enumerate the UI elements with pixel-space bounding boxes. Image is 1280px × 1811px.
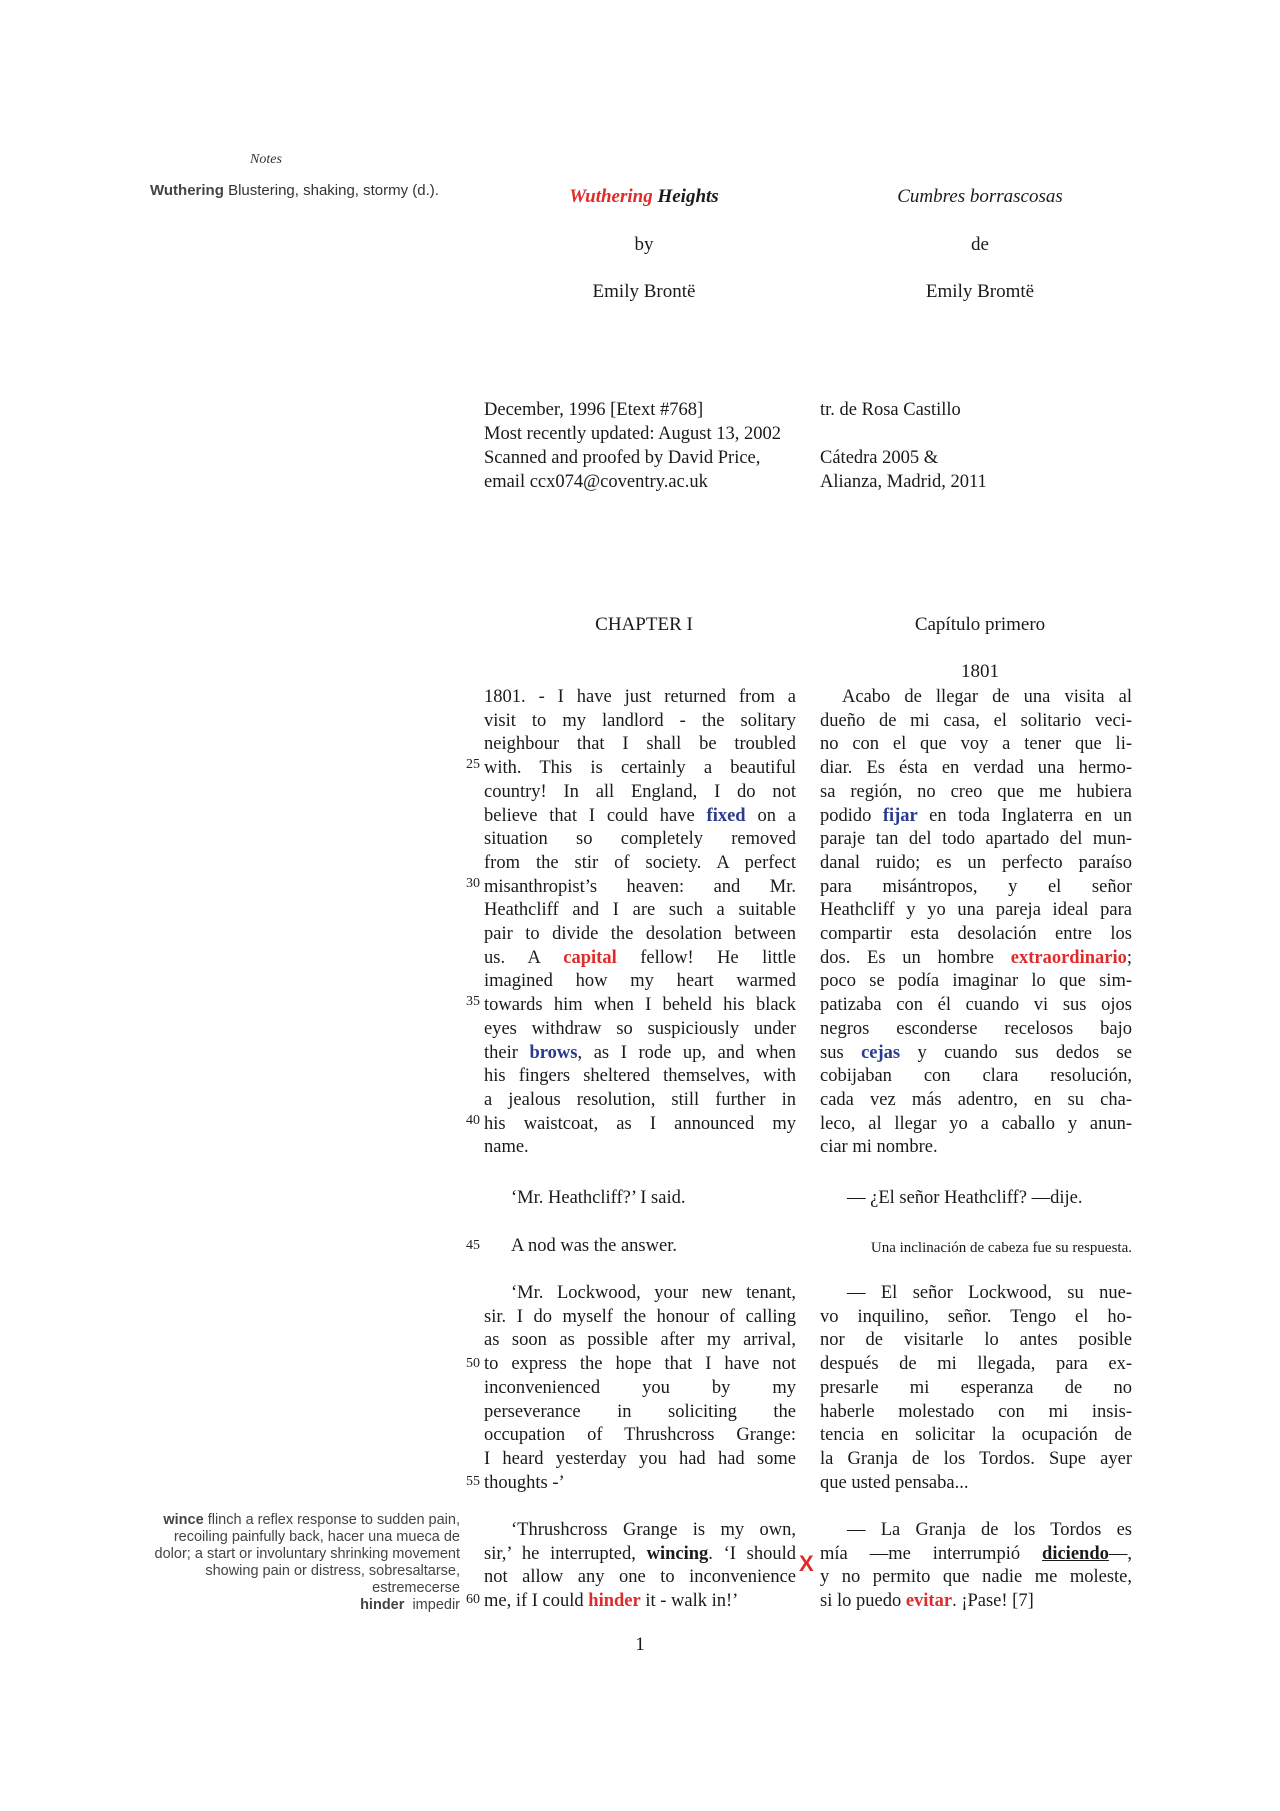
text-line: his fingers sheltered themselves, with bbox=[484, 1066, 796, 1087]
text-line: y no permito que nadie me moleste, bbox=[820, 1567, 1132, 1588]
title-word: Heights bbox=[657, 186, 719, 207]
meta-line: Cátedra 2005 & bbox=[820, 448, 939, 468]
text-line: para misántropos, y el señor bbox=[820, 876, 1132, 897]
text-line: después de mi llegada, para ex- bbox=[820, 1354, 1132, 1375]
by-es: de bbox=[971, 234, 989, 255]
text-line: dueño de mi casa, el solitario veci- bbox=[820, 710, 1132, 731]
text-line: presarle mi esperanza de no bbox=[820, 1377, 1132, 1398]
by-en: by bbox=[634, 234, 654, 255]
note-text: flinch a reflex response to sudden pain, recoiling painfully back, hacer una mueca de dolor; a start or involuntary shrinking movement showing pain or distress, sobresaltarse, estremecerse bbox=[154, 1512, 460, 1596]
text-line: country! In all England, I do not bbox=[484, 781, 796, 802]
text-fragment: —, bbox=[1108, 1543, 1132, 1564]
para2-es: — ¿El señor Heathcliff? —dije. bbox=[847, 1188, 1083, 1208]
text-line: 1801. - I have just returned from a bbox=[484, 687, 796, 707]
text-fragment: sus bbox=[820, 1042, 844, 1063]
text-line: sir. I do myself the honour of calling bbox=[484, 1306, 796, 1327]
text-line: to express the hope that I have not bbox=[484, 1354, 796, 1375]
text-line: compartir esta desolación entre los bbox=[820, 924, 1132, 945]
text-line: ‘Thrushcross Grange is my own, bbox=[511, 1520, 796, 1540]
glossed-word: hinder bbox=[588, 1591, 641, 1612]
text-line: visit to my landlord - the solitary bbox=[484, 710, 796, 731]
text-line: patizaba con él cuando vi sus ojos bbox=[820, 995, 1132, 1016]
text-line: — El señor Lockwood, su nue- bbox=[847, 1283, 1132, 1303]
text-fragment: on a bbox=[757, 805, 797, 826]
glossed-word: cejas bbox=[861, 1042, 901, 1063]
text-line: no con el que voy a tener que li- bbox=[820, 734, 1132, 755]
text-line: nor de visitarle lo antes posible bbox=[820, 1330, 1132, 1351]
text-line: la Granja de los Tordos. Supe ayer bbox=[820, 1448, 1132, 1469]
notes-heading: Notes bbox=[250, 152, 282, 167]
text-fragment: us. A bbox=[484, 947, 540, 968]
title-en bbox=[484, 186, 804, 208]
text-fragment: believe that I could have bbox=[484, 805, 695, 826]
text-fragment: sir,’ he interrupted, bbox=[484, 1543, 636, 1564]
note-headword: wince bbox=[163, 1512, 204, 1528]
title-word-highlight: Wuthering bbox=[569, 186, 653, 207]
para3-es: Una inclinación de cabeza fue su respuesta. bbox=[870, 1240, 1132, 1256]
para4-es bbox=[820, 1282, 1132, 1495]
text-line: cobijaban con clara resolución, bbox=[820, 1066, 1132, 1087]
text-line: I heard yesterday you had had some bbox=[484, 1448, 796, 1469]
text-fragment: fellow! He little bbox=[640, 947, 797, 968]
text-fragment: y cuando sus dedos se bbox=[917, 1042, 1133, 1063]
text-line: his waistcoat, as I announced my bbox=[484, 1113, 796, 1134]
title-es: Cumbres borrascosas bbox=[897, 186, 1063, 207]
meta-line: email ccx074@coventry.ac.uk bbox=[484, 472, 708, 492]
line-number: 45 bbox=[466, 1238, 480, 1253]
text-line: a jealous resolution, still further in bbox=[484, 1089, 796, 1110]
text-fragment: me, if I could bbox=[484, 1591, 584, 1612]
meta-line: tr. de Rosa Castillo bbox=[820, 400, 961, 420]
meta-line: Alianza, Madrid, 2011 bbox=[820, 472, 987, 492]
meta-spacer bbox=[820, 422, 1140, 446]
text-line: ‘Mr. Lockwood, your new tenant, bbox=[511, 1283, 796, 1303]
text-fragment: ; bbox=[1126, 947, 1133, 968]
text-line bbox=[820, 1543, 1132, 1567]
text-fragment: , as I rode up, and when bbox=[577, 1042, 796, 1063]
text-line: occupation of Thrushcross Grange: bbox=[484, 1425, 796, 1446]
text-line: perseverance in soliciting the bbox=[484, 1401, 796, 1422]
text-line: imagined how my heart warmed bbox=[484, 971, 796, 992]
text-line: inconvenienced you by my bbox=[484, 1377, 796, 1398]
meta-es bbox=[820, 398, 1140, 494]
text-line: cada vez más adentro, en su cha- bbox=[820, 1089, 1132, 1110]
text-line: Heathcliff y yo una pareja ideal para bbox=[820, 900, 1132, 921]
text-line bbox=[484, 1543, 796, 1567]
text-line: neighbour that I shall be troubled bbox=[484, 734, 796, 755]
text-line bbox=[820, 947, 1132, 971]
text-fragment: it - walk in!’ bbox=[645, 1591, 739, 1612]
text-line: as soon as possible after my arrival, bbox=[484, 1330, 796, 1351]
meta-line: December, 1996 [Etext #768] bbox=[484, 400, 704, 420]
text-fragment: si lo puedo bbox=[820, 1591, 902, 1612]
text-line: with. This is certainly a beautiful bbox=[484, 758, 796, 779]
text-line: paraje tan del todo apartado del mun- bbox=[820, 829, 1132, 850]
glossed-word: wincing bbox=[646, 1543, 709, 1564]
alignment-marker-icon: X bbox=[799, 1551, 814, 1576]
line-number: 50 bbox=[466, 1356, 480, 1371]
text-line: — La Granja de los Tordos es bbox=[847, 1520, 1132, 1540]
author-es: Emily Bromtë bbox=[925, 281, 1035, 302]
text-line: diar. Es ésta en verdad una hermo- bbox=[820, 758, 1132, 779]
text-fragment: en toda Inglaterra en un bbox=[929, 805, 1133, 826]
para1-en bbox=[484, 686, 796, 1160]
glossed-word: fixed bbox=[706, 805, 746, 826]
text-line: vo inquilino, señor. Tengo el ho- bbox=[820, 1306, 1132, 1327]
text-line bbox=[484, 1042, 796, 1066]
text-line: poco se podía imaginar lo que sim- bbox=[820, 971, 1132, 992]
text-fragment: mía —me interrumpió bbox=[820, 1543, 1021, 1564]
text-line: Acabo de llegar de una visita al bbox=[842, 687, 1132, 707]
text-line bbox=[820, 805, 1132, 829]
text-line: tencia en solicitar la ocupación de bbox=[820, 1425, 1132, 1446]
text-line: ciar mi nombre. bbox=[820, 1137, 938, 1158]
note-text: impedir bbox=[412, 1597, 460, 1613]
text-line: from the stir of society. A perfect bbox=[484, 852, 796, 873]
text-line: leco, al llegar yo a caballo y anun- bbox=[820, 1113, 1132, 1134]
note-headword: Wuthering bbox=[150, 182, 224, 199]
line-number: 30 bbox=[466, 876, 480, 891]
meta-line: Most recently updated: August 13, 2002 bbox=[484, 424, 781, 444]
text-line: negros esconderse recelosos bajo bbox=[820, 1018, 1132, 1039]
text-line bbox=[484, 947, 796, 971]
para5-en bbox=[484, 1519, 796, 1614]
glossed-word: diciendo bbox=[1042, 1543, 1109, 1564]
para3-en: A nod was the answer. bbox=[511, 1236, 677, 1256]
text-line: danal ruido; es un perfecto paraíso bbox=[820, 852, 1132, 873]
meta-line: Scanned and proofed by David Price, bbox=[484, 448, 761, 468]
line-number: 25 bbox=[466, 757, 480, 772]
text-line: eyes withdraw so suspiciously under bbox=[484, 1018, 796, 1039]
note-wuthering bbox=[150, 182, 460, 199]
text-line: Heathcliff and I are such a suitable bbox=[484, 900, 796, 921]
page-number: 1 bbox=[635, 1634, 645, 1655]
text-line: pair to divide the desolation between bbox=[484, 924, 796, 945]
line-number: 60 bbox=[466, 1592, 480, 1607]
glossed-word: brows bbox=[529, 1042, 578, 1063]
line-number: 40 bbox=[466, 1113, 480, 1128]
glossed-word: fijar bbox=[882, 805, 918, 826]
chapter-es: Capítulo primero bbox=[914, 614, 1046, 635]
glossed-word: extraordinario bbox=[1010, 947, 1127, 968]
line-number: 35 bbox=[466, 994, 480, 1009]
glossed-word: capital bbox=[563, 947, 617, 968]
para1-es bbox=[820, 686, 1132, 1160]
glossed-word: evitar bbox=[905, 1591, 953, 1612]
text-fragment: . ‘I should bbox=[708, 1543, 796, 1564]
text-line: que usted pensaba... bbox=[820, 1472, 969, 1493]
note-wince-hinder bbox=[150, 1512, 460, 1614]
text-fragment: podido bbox=[820, 805, 872, 826]
text-line bbox=[820, 1042, 1132, 1066]
text-line bbox=[484, 1590, 796, 1614]
text-fragment: dos. Es un hombre bbox=[820, 947, 995, 968]
text-line: misanthropist’s heaven: and Mr. bbox=[484, 876, 796, 897]
text-line: name. bbox=[484, 1137, 529, 1158]
text-fragment: their bbox=[484, 1042, 518, 1063]
meta-en bbox=[484, 398, 804, 494]
text-line: haberle molestado con mi insis- bbox=[820, 1401, 1132, 1422]
text-line bbox=[484, 805, 796, 829]
chapter-en: CHAPTER I bbox=[595, 614, 693, 635]
text-line: not allow any one to inconvenience bbox=[484, 1567, 796, 1588]
para2-en: ‘Mr. Heathcliff?’ I said. bbox=[511, 1188, 686, 1208]
para5-es bbox=[820, 1519, 1132, 1614]
line-number: 55 bbox=[466, 1474, 480, 1489]
text-line: situation so completely removed bbox=[484, 829, 796, 850]
chapter-es-year: 1801 bbox=[961, 661, 999, 682]
author-en: Emily Brontë bbox=[592, 281, 696, 302]
para4-en bbox=[484, 1282, 796, 1495]
text-line bbox=[820, 1590, 1132, 1614]
text-line: towards him when I beheld his black bbox=[484, 995, 796, 1016]
text-line: thoughts -’ bbox=[484, 1472, 565, 1493]
text-fragment: . ¡Pase! [7] bbox=[952, 1591, 1034, 1612]
text-line: sa región, no creo que me hubiera bbox=[820, 781, 1132, 802]
note-text: Blustering, shaking, stormy (d.). bbox=[228, 182, 439, 199]
note-headword: hinder bbox=[360, 1597, 405, 1613]
